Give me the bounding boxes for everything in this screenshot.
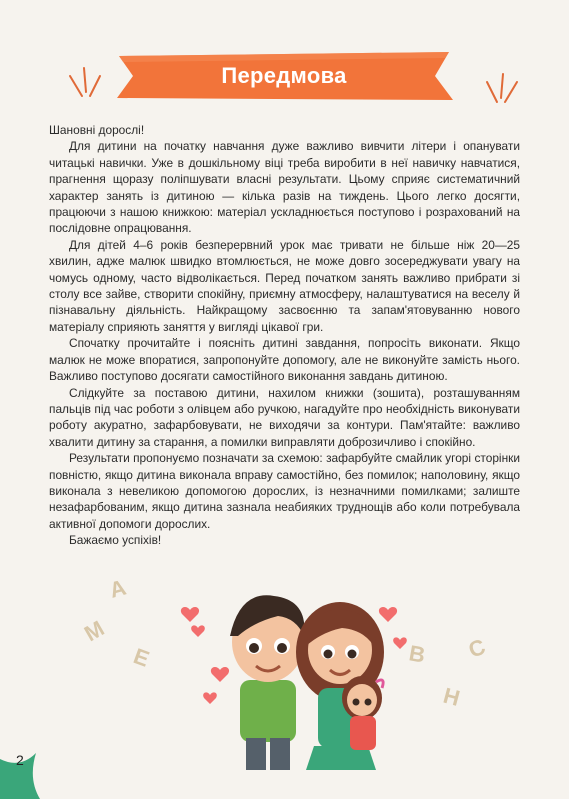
letter-v: В (407, 640, 428, 668)
father-figure (230, 595, 304, 770)
letter-m: М (80, 615, 109, 647)
page-title: Передмова (221, 63, 347, 88)
letter-a-top: А (106, 574, 129, 603)
letter-s: С (465, 633, 489, 663)
paragraph: Слідкуйте за поставою дитини, нахилом книжки (зошита), розташуванням пальців під час роботи з олівцем або ручкою, нагадуйте про необхідність виконувати роботу акуратно, зафарбовувати, не виходячи за контури. Пам'ятайте: важливо хвалити дитину за старання, а помилки виправляти доброзичливо і спокійно. (49, 385, 520, 449)
paragraph: Спочатку прочитайте і поясніть дитині завдання, попросіть виконати. Якщо малюк не може впоратися, запропонуйте допомогу, але не виконуйте замість нього. Важливо поступово досягати самостійного виконання завдань дитиною. (49, 336, 520, 384)
closing: Бажаємо успіхів! (69, 533, 162, 548)
letter-e: Е (130, 643, 153, 672)
paragraph: Для дітей 4–6 років безперервний урок має тривати не більше ніж 20—25 хвилин, адже малюк швидко втомлюється, не може довго зосереджувати увагу на чомусь одному, часто відволікається. Перед початком занять важливо прибрати зі столу все зайве, створити спокійну, приємну атмосферу, налаштуватися на веселу й пізнавальну діяльність. Найкращому засвоєнню та запам'ятовуванню нового матеріалу сприяють заняття у вигляді цікавої гри. (49, 237, 520, 334)
decorative-lines-left (60, 52, 120, 122)
corner-leaf-decoration (0, 739, 40, 799)
letter-n: Н (440, 682, 463, 711)
paragraph: Результати пропонуємо позначати за схемою: зафарбуйте смайлик угорі сторінки повністю, якщо дитина виконала вправу самостійно, без помилок; наполовину, якщо виконала з невеликою допомогою дорослих, із незначними помилками; залиште незафарбованим, якщо дитина зазнала неабияких труднощів або коли потребувала активної допомоги дорослих. (49, 451, 520, 531)
decorative-lines-right (469, 58, 529, 128)
page-number: 2 (16, 752, 24, 768)
title-banner (113, 50, 455, 102)
greeting: Шановні дорослі! (49, 123, 145, 137)
family-illustration (70, 570, 530, 770)
paragraph: Для дитини на початку навчання дуже важливо вивчити літери і опанувати читацькі навички. Уже в дошкільному віці треба виробити в неї навичку навчатися, прагнення щоразу поліпшувати власні результати. Цьому сприяє систематичний характер занять із дитиною — кілька разів на тиждень. Цього легко досягти, працюючи з нашою книжкою: матеріал ускладнюється поступово і розрахований на послідовне опрацювання. (49, 139, 520, 236)
preface-text (49, 122, 520, 549)
